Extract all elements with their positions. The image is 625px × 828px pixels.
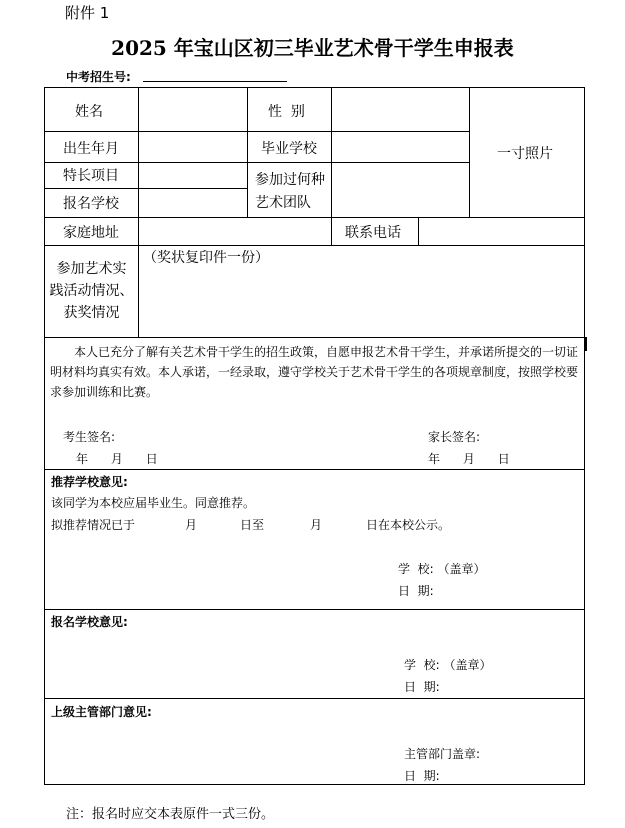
photo-placeholder: 一寸照片 — [497, 146, 553, 162]
grad-school-label: 毕业学校 — [261, 141, 317, 157]
student-signature-label: 考生签名: — [63, 430, 116, 444]
edge-mark — [584, 337, 587, 351]
grad-school-input[interactable] — [333, 133, 468, 161]
student-date-line: 年 月 日 — [76, 452, 158, 466]
row-divider — [44, 698, 585, 699]
apply-date-label: 日 期: — [404, 680, 440, 694]
address-input[interactable] — [140, 219, 330, 244]
column-divider — [469, 87, 470, 217]
apply-school-stamp: 学 校: （盖章） — [404, 658, 492, 672]
recommend-school-stamp: 学 校: （盖章） — [398, 562, 486, 576]
footer-note: 注：报名时应交本表原件一式三份。 — [66, 807, 275, 822]
gender-input[interactable] — [333, 89, 468, 130]
recommend-day1: 日至 — [240, 518, 265, 532]
apply-opinion-title: 报名学校意见: — [51, 615, 128, 629]
recommend-date-label: 日 期: — [398, 584, 434, 598]
troupe-input[interactable] — [333, 164, 468, 216]
authority-stamp: 主管部门盖章: — [404, 747, 481, 761]
row-divider — [44, 131, 469, 132]
annex-label: 附件 1 — [65, 4, 110, 22]
column-divider — [138, 87, 139, 337]
row-divider — [44, 609, 585, 610]
column-divider — [247, 87, 248, 217]
form-title: 2025 年宝山区初三毕业艺术骨干学生申报表 — [111, 36, 514, 60]
row-divider — [44, 245, 585, 246]
phone-label: 联系电话 — [345, 225, 401, 241]
registration-number-field[interactable] — [143, 81, 287, 82]
pledge-text: 本人已充分了解有关艺术骨干学生的招生政策，自愿申报艺术骨干学生，并承诺所提交的一切证明材料均真实有效。本人承诺，一经录取，遵守学校关于艺术骨干学生的各项规章制度，按照学校要求参加训练和比赛。 — [50, 345, 579, 399]
recommend-title: 推荐学校意见: — [51, 475, 128, 489]
specialty-label: 特长项目 — [63, 168, 119, 184]
recommend-month2: 月 — [310, 518, 323, 532]
troupe-label-line1: 参加过何种 — [255, 172, 325, 188]
column-divider — [418, 217, 419, 245]
activity-hint: （奖状复印件一份） — [143, 250, 269, 266]
row-divider — [44, 337, 585, 338]
name-input[interactable] — [140, 89, 246, 130]
troupe-label-line2: 艺术团队 — [255, 195, 311, 211]
row-divider — [44, 162, 469, 163]
activity-label-line1: 参加艺术实 — [56, 261, 127, 277]
birth-label: 出生年月 — [63, 141, 119, 157]
form-table — [44, 87, 585, 785]
recommend-line1: 该同学为本校应届毕业生。同意推荐。 — [51, 496, 256, 510]
parent-date-line: 年 月 日 — [428, 452, 510, 466]
recommend-line2-prefix: 拟推荐情况已于 — [51, 518, 136, 532]
column-divider — [331, 87, 332, 245]
authority-date-label: 日 期: — [404, 769, 440, 783]
name-label: 姓名 — [75, 104, 103, 120]
parent-signature-label: 家长签名: — [428, 430, 481, 444]
row-divider — [44, 469, 585, 470]
recommend-month1: 月 — [185, 518, 198, 532]
address-label: 家庭地址 — [63, 225, 119, 241]
row-divider — [44, 217, 585, 218]
recommend-line2-suffix: 日在本校公示。 — [366, 518, 451, 532]
activity-label — [46, 258, 137, 324]
row-divider — [44, 188, 247, 189]
apply-school-input[interactable] — [140, 190, 246, 216]
activity-label-line2: 践活动情况、 — [49, 283, 134, 299]
specialty-input[interactable] — [140, 164, 246, 187]
activity-input[interactable] — [140, 268, 584, 336]
apply-school-label: 报名学校 — [63, 196, 119, 212]
birth-input[interactable] — [140, 133, 246, 161]
activity-label-line3: 获奖情况 — [63, 305, 120, 321]
phone-input[interactable] — [420, 219, 584, 244]
gender-label: 性 别 — [268, 104, 305, 120]
registration-number-label: 中考招生号: — [66, 70, 131, 84]
authority-opinion-title: 上级主管部门意见: — [51, 705, 152, 719]
